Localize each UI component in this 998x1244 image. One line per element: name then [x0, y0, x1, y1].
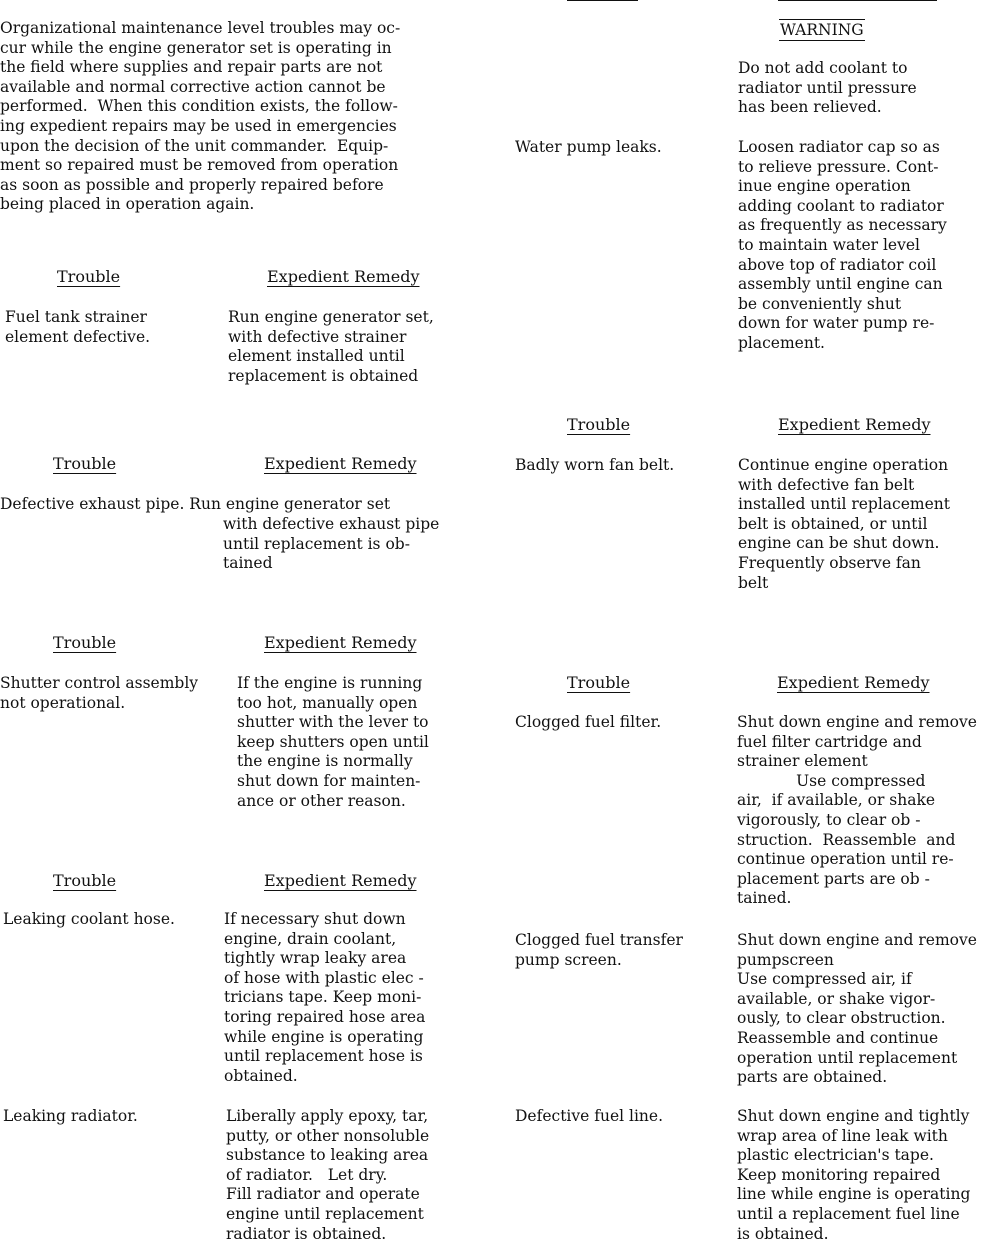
trouble-text: Leaking radiator. [3, 1107, 138, 1125]
trouble-text: Clogged fuel filter. [515, 713, 662, 731]
trouble-header: Trouble [53, 871, 117, 890]
top-rule-right [778, 0, 937, 1]
remedy-header: Expedient Remedy [777, 673, 930, 692]
trouble-header: Trouble [57, 267, 121, 286]
trouble-header: Trouble [567, 415, 631, 434]
remedy-text: Shut down engine and tightly wrap area of line leak with plastic electrician's tape. Keep monitoring repaired line while engine is operating until a replacement fuel line is obtained. [737, 1107, 971, 1243]
remedy-text: If necessary shut down engine, drain coolant, tightly wrap leaky area of hose with plastic elec - tricians tape. Keep moni- toring repaired hose area while engine is operating until replacement hose is obtained. [224, 910, 426, 1085]
top-rule-left [567, 0, 638, 1]
remedy-text: Continue engine operation with defective fan belt installed until replacement belt is obtained, or until engine can be shut down. Frequently observe fan belt [738, 456, 950, 592]
remedy-text: with defective exhaust pipe until replacement is ob- tained [223, 515, 440, 573]
remedy-header: Expedient Remedy [778, 415, 931, 434]
trouble-text: Water pump leaks. [515, 138, 662, 156]
trouble-text: Defective fuel line. [515, 1107, 664, 1125]
trouble-header: Trouble [53, 633, 117, 652]
remedy-text: Run engine generator set, with defective strainer element installed until replacement is obtained [228, 308, 434, 385]
trouble-header: Trouble [567, 673, 631, 692]
intro-paragraph: Organizational maintenance level troubles may oc- cur while the engine generator set is operating in the field where supplies and repair parts are not available and normal corrective action cannot be performed. When this condition exists, the follow- ing expedient repairs may be used in emergencies upon the decision of the unit commander. Equip- ment so repaired must be removed from operation as soon as possible and properly repaired before being placed in operation again. [0, 19, 401, 214]
remedy-text: If the engine is running too hot, manually open shutter with the lever to keep shutters open until the engine is normally shut down for mainten- ance or other reason. [237, 674, 429, 810]
remedy-header: Expedient Remedy [264, 633, 417, 652]
trouble-text: Badly worn fan belt. [515, 456, 675, 474]
trouble-text: Defective exhaust pipe. Run engine generator set [0, 495, 391, 513]
trouble-header: Trouble [53, 454, 117, 473]
remedy-header: Expedient Remedy [267, 267, 420, 286]
trouble-text: Leaking coolant hose. [3, 910, 175, 928]
remedy-text: Shut down engine and remove pumpscreen Use compressed air, if available, or shake vigor- ously, to clear obstruction. Reassemble and continue operation until replacement parts are obtained. [737, 931, 977, 1087]
remedy-text: Loosen radiator cap so as to relieve pressure. Cont- inue engine operation adding coolant to radiator as frequently as necessary to maintain water level above top of radiator coil assembly until engine can be conveniently shut down for water pump re- placement. [738, 138, 947, 352]
trouble-text: Shutter control assembly not operational. [0, 674, 199, 712]
remedy-header: Expedient Remedy [264, 871, 417, 890]
remedy-header: Expedient Remedy [264, 454, 417, 473]
trouble-text: Fuel tank strainer element defective. [5, 308, 151, 346]
trouble-text: Clogged fuel transfer pump screen. [515, 931, 683, 969]
warning-text: Do not add coolant to radiator until pressure has been relieved. [738, 59, 917, 117]
warning-title: WARNING [780, 21, 864, 39]
remedy-text: Shut down engine and remove fuel filter cartridge and strainer element Use compressed air, if available, or shake vigorously, to clear ob - struction. Reassemble and continue operation until re- placement parts are ob - tained. [737, 713, 977, 908]
remedy-text: Liberally apply epoxy, tar, putty, or other nonsoluble substance to leaking area of radiator. Let dry. Fill radiator and operate engine until replacement radiator is obtained. [226, 1107, 430, 1243]
